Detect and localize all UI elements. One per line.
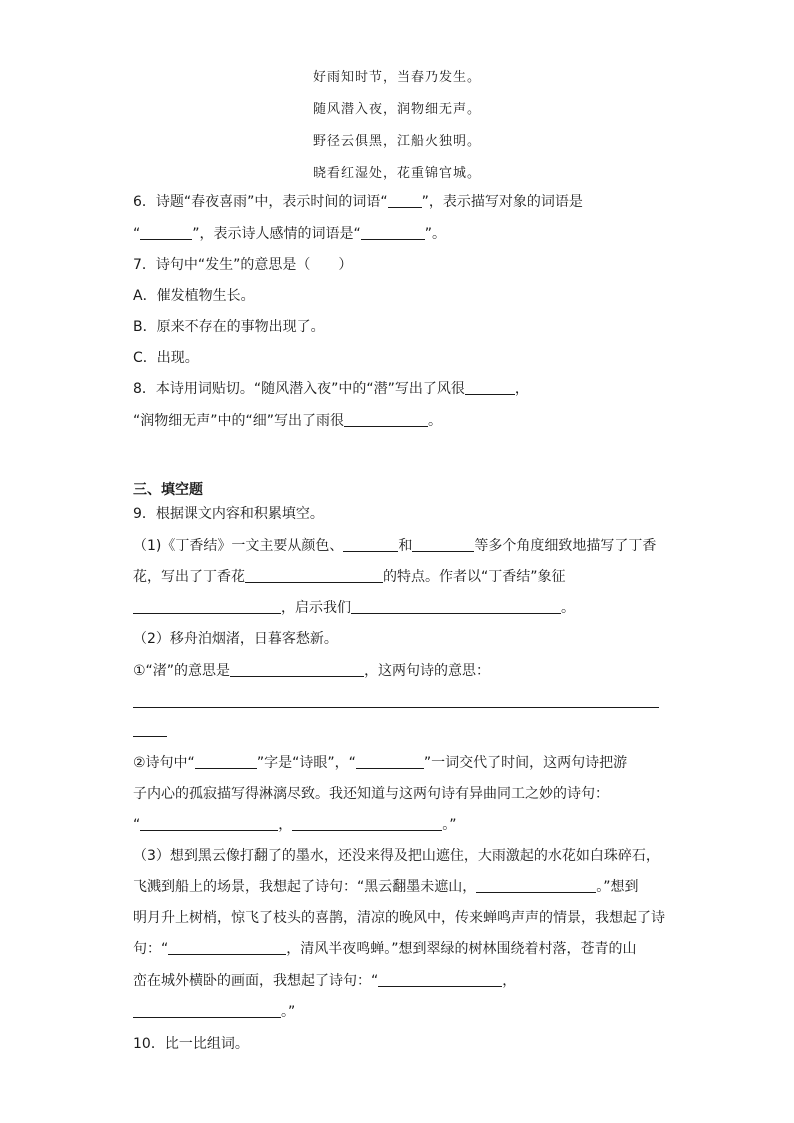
q6-blank-time[interactable] bbox=[388, 193, 422, 208]
q6-text-c: “ bbox=[133, 226, 141, 242]
q7-option-a[interactable]: A．催发植物生长。 bbox=[133, 288, 255, 304]
q9-2-2-text-b: ”字是“诗眼”，“ bbox=[256, 755, 356, 771]
q9-3-text-c: 。”想到 bbox=[596, 879, 639, 895]
q9-1-text-f: ，启示我们 bbox=[281, 600, 351, 616]
q9-1-blank-5[interactable] bbox=[351, 599, 561, 614]
q8-text-c: “润物细无声”中的“细”写出了雨很 bbox=[133, 413, 345, 429]
q6-line-1 bbox=[133, 192, 663, 212]
q6-text-a: 6．诗题“春夜喜雨”中，表示时间的词语“ bbox=[133, 194, 388, 210]
q6-blank-object[interactable] bbox=[140, 225, 192, 240]
q10-stem: 10．比一比组词。 bbox=[133, 1036, 249, 1052]
q9-1-line-1 bbox=[133, 536, 663, 556]
q6-line-2 bbox=[133, 224, 663, 244]
q9-1-blank-1[interactable] bbox=[343, 537, 398, 552]
q6-text-d: ”，表示诗人感情的词语是“ bbox=[192, 226, 361, 242]
q9-2-2-text-e: “ bbox=[133, 817, 141, 833]
q9-3-text-g: 峦在城外横卧的画面，我想起了诗句：“ bbox=[133, 973, 379, 989]
q9-1-blank-2[interactable] bbox=[412, 537, 474, 552]
q9-2-2-blank-eye[interactable] bbox=[195, 754, 257, 769]
q9-3-text-h: ， bbox=[502, 973, 517, 989]
q7-option-c[interactable]: C．出现。 bbox=[133, 350, 199, 366]
q7-option-b[interactable]: B．原来不存在的事物出现了。 bbox=[133, 319, 325, 335]
q9-1-blank-4[interactable] bbox=[133, 599, 281, 614]
q9-3-line-6 bbox=[133, 1002, 663, 1022]
q6-blank-emotion[interactable] bbox=[361, 225, 425, 240]
q9-2-2-blank-time[interactable] bbox=[356, 754, 424, 769]
q9-1-text-b: 和 bbox=[398, 538, 413, 554]
q9-stem: 9．根据课文内容和积累填空。 bbox=[133, 506, 324, 522]
q9-2-1-answer-line[interactable] bbox=[133, 707, 659, 708]
poem-line-4: 晓看红湿处，花重锦官城。 bbox=[312, 166, 481, 181]
q9-2-1-blank-meaning[interactable] bbox=[230, 662, 364, 677]
q9-3-blank-3[interactable] bbox=[378, 972, 502, 987]
q8-blank-rain[interactable] bbox=[344, 412, 428, 427]
q9-1-text-a: （1)《丁香结》一文主要从颜色、 bbox=[133, 538, 344, 554]
q8-text-a: 8．本诗用词贴切。“随风潜入夜”中的“潜”写出了风很 bbox=[133, 381, 465, 397]
q8-line-1 bbox=[133, 379, 663, 399]
section-title: 三、填空题 bbox=[133, 482, 203, 498]
q8-text-b: ， bbox=[514, 381, 529, 397]
q6-text-b: ”，表示描写对象的词语是 bbox=[421, 194, 583, 210]
q9-3-line-2 bbox=[133, 877, 663, 897]
q9-2-2-line-2: 子内心的孤寂描写得淋漓尽致。我还知道与这两句诗有异曲同工之妙的诗句： bbox=[133, 786, 609, 802]
q9-1-text-g: 。 bbox=[561, 600, 575, 616]
poem-line-2: 随风潜入夜，润物细无声。 bbox=[312, 102, 481, 117]
q9-2-2-line-3 bbox=[133, 815, 663, 835]
q9-3-blank-1[interactable] bbox=[476, 878, 596, 893]
q9-3-line-3: 明月升上树梢，惊飞了枝头的喜鹊，清凉的晚风中，传来蝉鸣声声的情景，我想起了诗 bbox=[133, 910, 665, 926]
q8-blank-wind[interactable] bbox=[465, 380, 515, 395]
q9-3-line-4 bbox=[133, 939, 663, 959]
q9-2-2-text-a: ②诗句中“ bbox=[133, 755, 195, 771]
q9-1-text-c: 等多个角度细致地描写了丁香 bbox=[474, 538, 657, 554]
q9-2-1-line bbox=[133, 661, 663, 681]
q9-3-blank-2[interactable] bbox=[168, 940, 286, 955]
q9-2-2-line-1 bbox=[133, 753, 663, 773]
q9-3-blank-4[interactable] bbox=[133, 1003, 281, 1018]
q9-3-text-e: 句：“ bbox=[133, 941, 169, 957]
q9-3-text-i: 。” bbox=[281, 1004, 296, 1020]
q9-3-text-b: 飞溅到船上的场景，我想起了诗句：“黑云翻墨未遮山， bbox=[133, 879, 477, 895]
poem-line-3: 野径云俱黑，江船火独明。 bbox=[312, 134, 481, 149]
q9-1-text-e: 的特点。作者以“丁香结”象征 bbox=[383, 569, 566, 585]
q7-stem: 7．诗句中“发生”的意思是（ ） bbox=[133, 257, 353, 273]
q6-text-e: ”。 bbox=[424, 226, 447, 242]
q9-2-2-blank-verse-1[interactable] bbox=[140, 816, 278, 831]
poem-line-1: 好雨知时节，当春乃发生。 bbox=[312, 70, 481, 85]
q9-2-1-answer-line-short[interactable] bbox=[133, 736, 167, 737]
q9-3-line-5 bbox=[133, 971, 663, 991]
q9-2-1-text-a: ①“渚”的意思是 bbox=[133, 663, 231, 679]
q9-3-text-f: ，清风半夜鸣蝉。”想到翠绿的树林围绕着村落，苍青的山 bbox=[286, 941, 637, 957]
q9-2-2-text-c: ”一词交代了时间，这两句诗把游 bbox=[423, 755, 628, 771]
q9-1-line-3 bbox=[133, 598, 663, 618]
q8-line-2 bbox=[133, 411, 663, 431]
q9-2-2-blank-verse-2[interactable] bbox=[292, 816, 442, 831]
q9-3-line-1: （3）想到黑云像打翻了的墨水，还没来得及把山遮住，大雨激起的水花如白珠碎石， bbox=[133, 848, 660, 864]
q9-2-2-text-f: ， bbox=[278, 817, 293, 833]
q9-2-1-text-b: ，这两句诗的意思： bbox=[364, 663, 491, 679]
q9-1-line-2 bbox=[133, 567, 663, 587]
q9-1-text-d: 花，写出了丁香花 bbox=[133, 569, 245, 585]
q8-text-d: 。 bbox=[428, 413, 443, 429]
q9-1-blank-3[interactable] bbox=[245, 568, 383, 583]
q9-2-2-text-g: 。” bbox=[442, 817, 457, 833]
q9-2-stem: （2）移舟泊烟渚，日暮客愁新。 bbox=[133, 631, 338, 647]
